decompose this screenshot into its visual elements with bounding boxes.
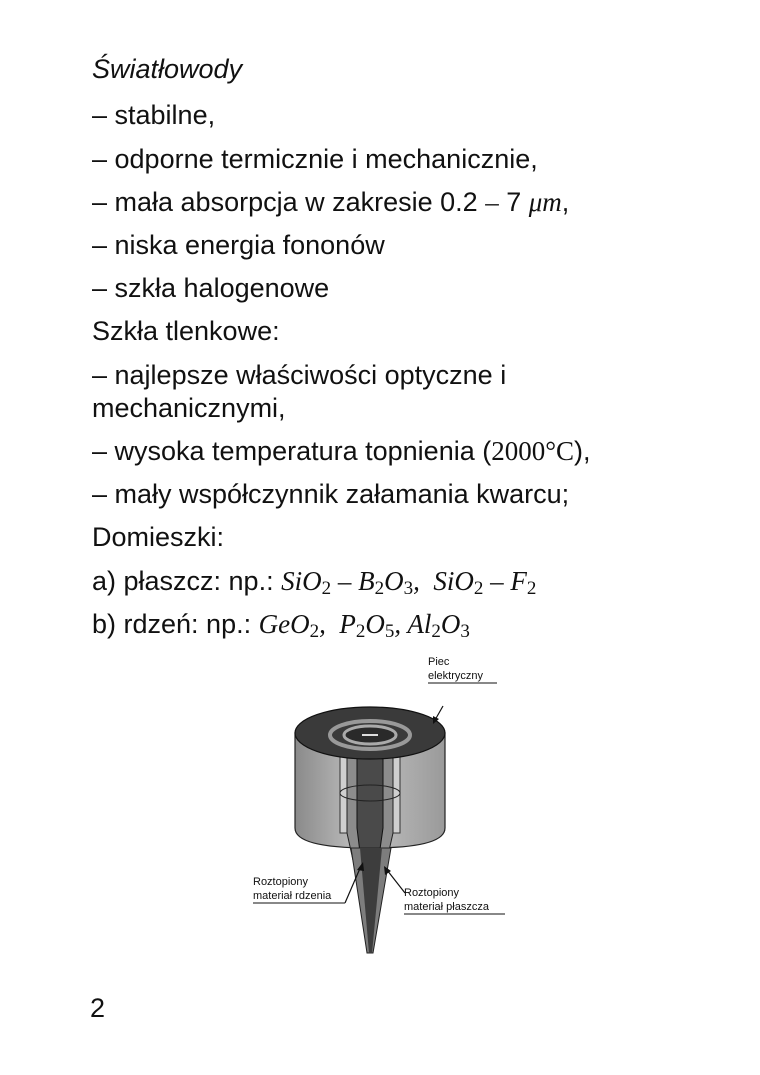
absorption-unit: μm xyxy=(528,187,562,217)
label-furnace-line1: Piec xyxy=(428,656,450,668)
title-oxide-glass: Szkła tlenkowe: xyxy=(92,316,280,346)
page-number: 2 xyxy=(90,993,106,1023)
label-core-line1: Roztopiony xyxy=(253,876,309,888)
label-furnace-line2: elektryczny xyxy=(428,670,484,682)
core-dopants xyxy=(92,609,470,642)
item-best-line2: mechanicznymi, xyxy=(92,393,286,423)
cladding-dopants xyxy=(92,566,537,599)
temp-value: 2000°C xyxy=(491,436,575,466)
label-cladding-line1: Roztopiony xyxy=(404,887,460,899)
core-label: b) rdzeń: np.: xyxy=(92,609,259,639)
absorption-value: 7 xyxy=(498,187,529,217)
temp-suffix: ), xyxy=(574,436,591,466)
item-stable: – stabilne, xyxy=(92,100,216,130)
temp-prefix: – wysoka temperatura topnienia ( xyxy=(92,436,492,466)
cladding-label: a) płaszcz: np.: xyxy=(92,566,282,596)
item-temperature xyxy=(92,436,591,466)
item-refraction: – mały współczynnik załamania kwarcu; xyxy=(92,479,570,509)
item-halogen: – szkła halogenowe xyxy=(92,273,330,303)
absorption-suffix: , xyxy=(561,187,570,217)
title-dopants: Domieszki: xyxy=(92,522,225,552)
label-core-line2: materiał rdzenia xyxy=(253,890,332,902)
item-absorption xyxy=(92,187,569,217)
core-formula: GeO$_2$, $P_2O_5$, $Al_2O_3$ xyxy=(258,609,470,642)
item-phonons: – niska energia fononów xyxy=(92,230,385,260)
absorption-prefix: – mała absorpcja w zakresie 0.2 xyxy=(92,187,486,217)
cladding-formula: $SiO_2 - B_2O_3$, $SiO_2 - F_2$ xyxy=(281,566,537,599)
item-best-line1: – najlepsze właściwości optyczne i xyxy=(92,360,507,390)
label-cladding-line2: materiał płaszcza xyxy=(404,901,489,913)
absorption-dash: – xyxy=(485,187,499,217)
furnace-diagram xyxy=(245,648,520,963)
item-resistant: – odporne termicznie i mechanicznie, xyxy=(92,144,538,174)
title-swiatlowody: Światłowody xyxy=(92,54,243,84)
